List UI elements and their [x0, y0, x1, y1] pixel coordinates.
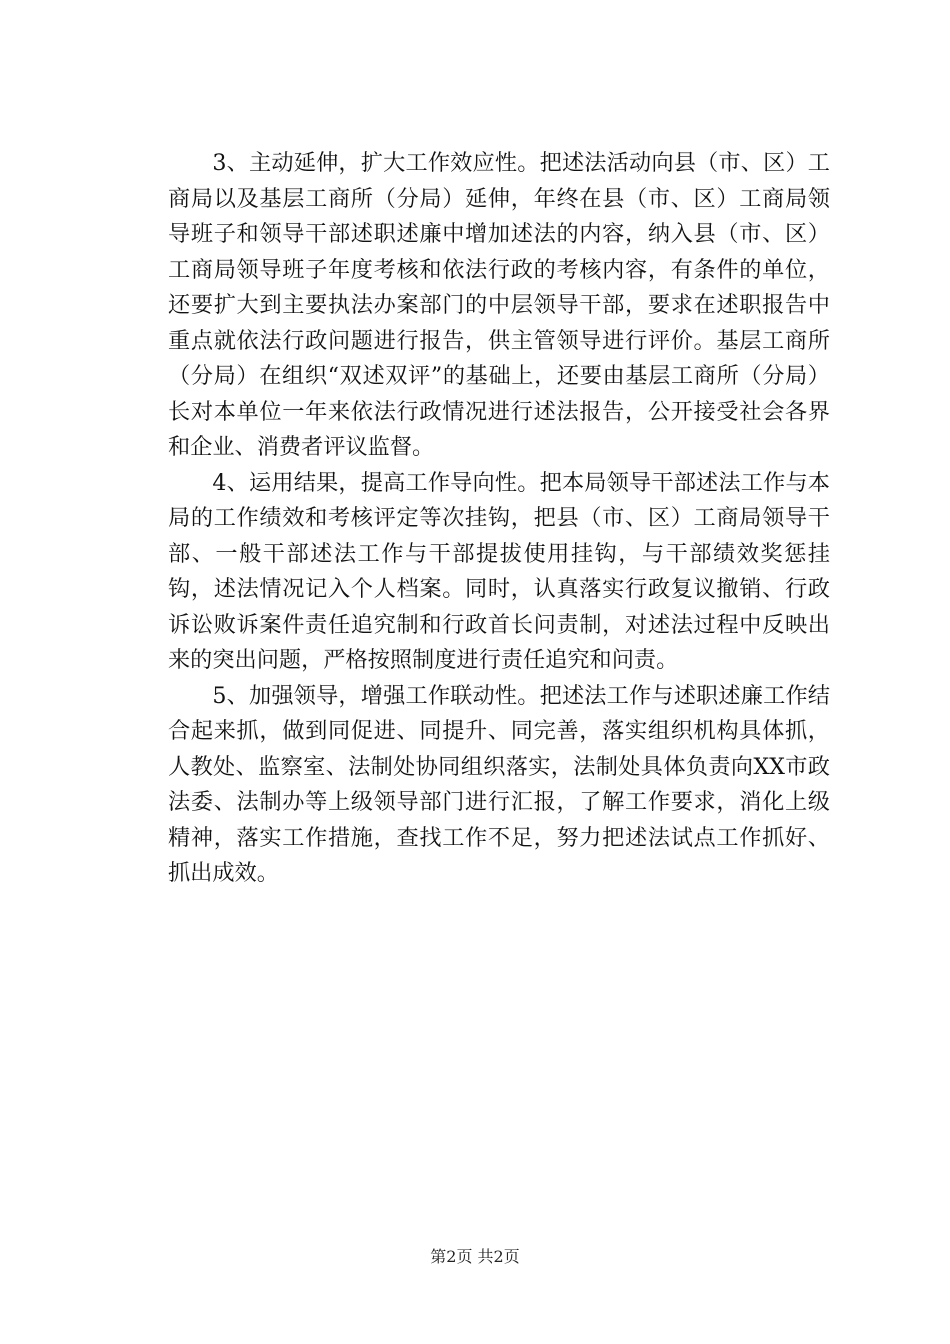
document-body	[168, 146, 830, 892]
page-footer: 第2页 共2页	[430, 1247, 520, 1266]
paragraph-5: 5、加强领导，增强工作联动性。把述法工作与述职述廉工作结合起来抓，做到同促进、同提升、同完善，落实组织机构具体抓，人教处、监察室、法制处协同组织落实，法制处具体负责向XX市政法委、法制办等上级领导部门进行汇报，了解工作要求，消化上级精神，落实工作措施，查找工作不足，努力把述法试点工作抓好、抓出成效。	[168, 682, 830, 886]
paragraph-3: 3、主动延伸，扩大工作效应性。把述法活动向县（市、区）工商局以及基层工商所（分局）延伸，年终在县（市、区）工商局领导班子和领导干部述职述廉中增加述法的内容，纳入县（市、区）工商局领导班子年度考核和依法行政的考核内容，有条件的单位，还要扩大到主要执法办案部门的中层领导干部，要求在述职报告中重点就依法行政问题进行报告，供主管领导进行评价。基层工商所（分局）在组织“双述双评”的基础上，还要由基层工商所（分局）长对本单位一年来依法行政情况进行述法报告，公开接受社会各界和企业、消费者评议监督。	[168, 150, 830, 460]
paragraph-4: 4、运用结果，提高工作导向性。把本局领导干部述法工作与本局的工作绩效和考核评定等次挂钩，把县（市、区）工商局领导干部、一般干部述法工作与干部提拔使用挂钩，与干部绩效奖惩挂钩，述法情况记入个人档案。同时，认真落实行政复议撤销、行政诉讼败诉案件责任追究制和行政首长问责制，对述法过程中反映出来的突出问题，严格按照制度进行责任追究和问责。	[168, 469, 830, 673]
